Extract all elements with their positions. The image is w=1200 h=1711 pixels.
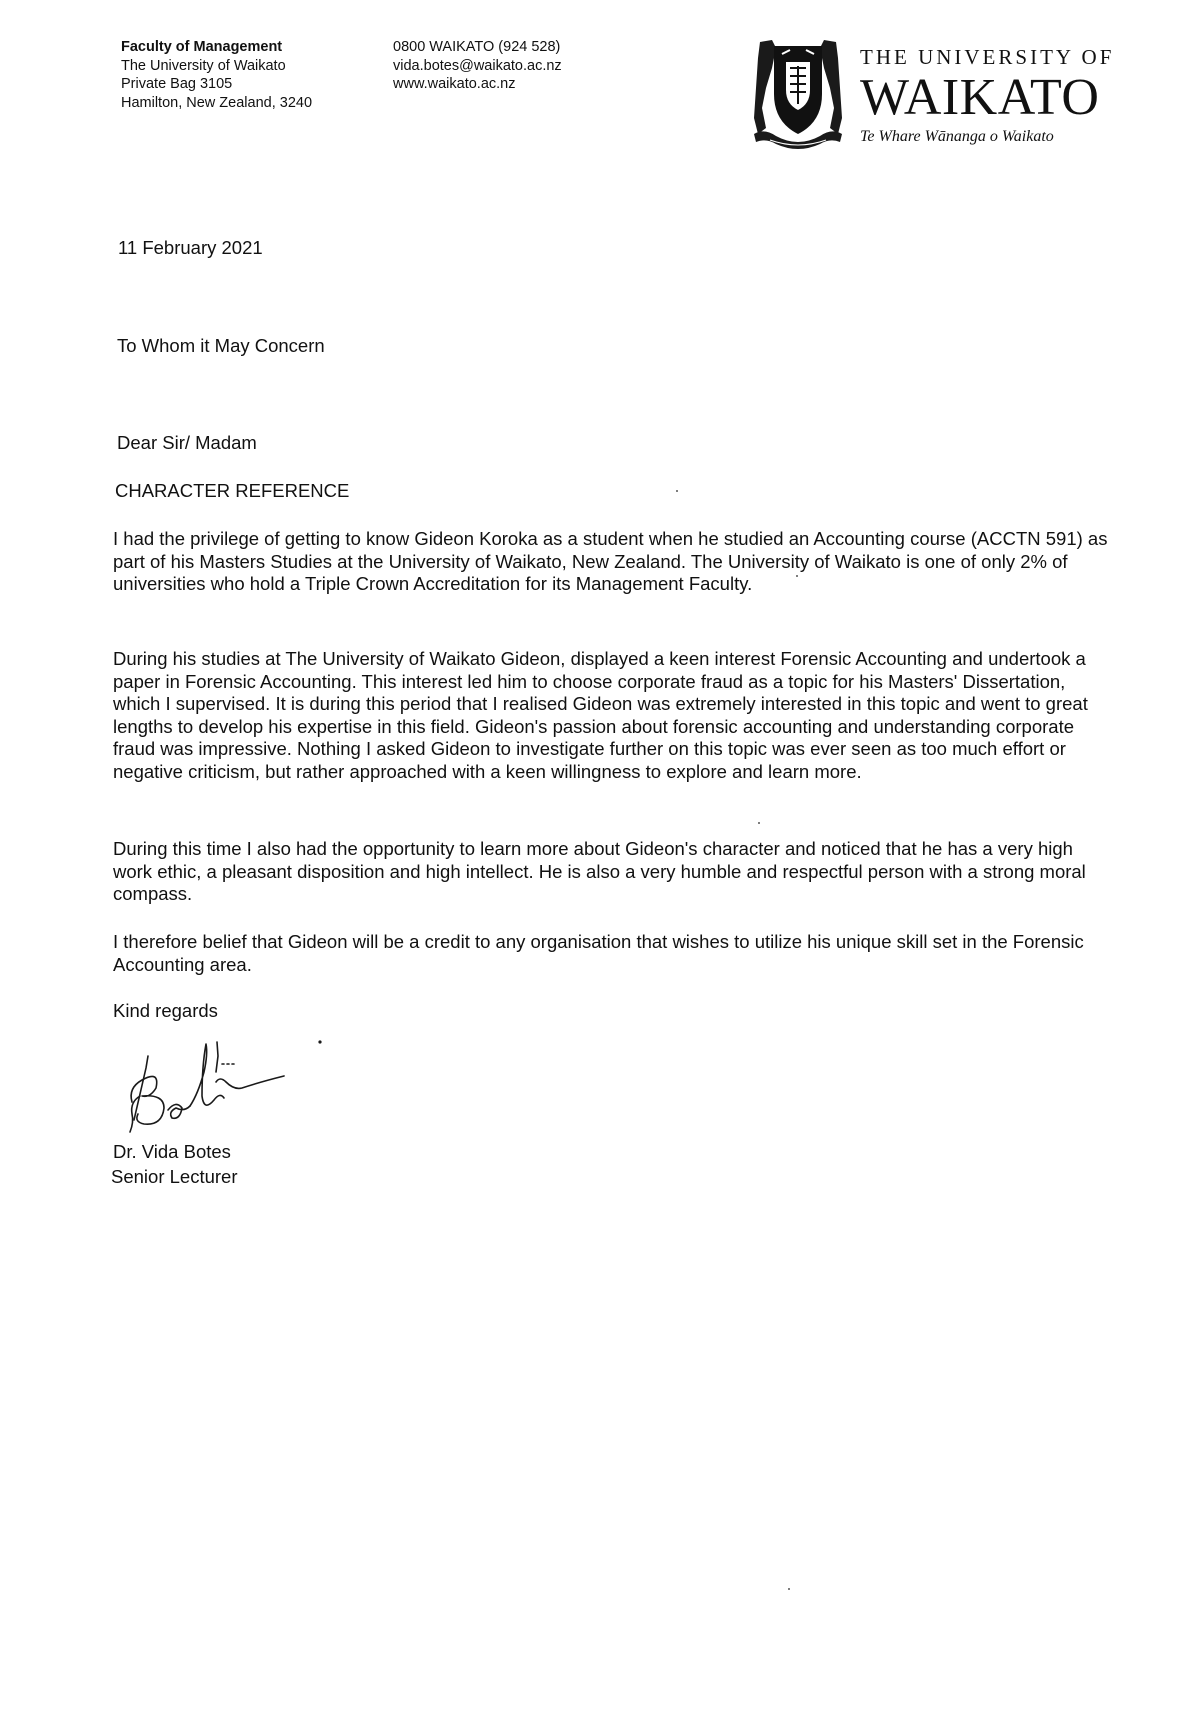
- letter-closing: Kind regards: [113, 1000, 218, 1021]
- letter-salutation: Dear Sir/ Madam: [117, 432, 257, 453]
- letter-recipient: To Whom it May Concern: [117, 335, 325, 356]
- contact-email: vida.botes@waikato.ac.nz: [393, 57, 562, 74]
- scan-speck: [788, 1588, 790, 1590]
- sender-department: Faculty of Management: [121, 39, 283, 55]
- letter-paragraph: I had the privilege of getting to know Gideon Koroka as a student when he studied an Accounting course (ACCTN 591) as part of his Masters Studies at the University of Waikato, New Zealand. The University of Waikato is one of only 2% of universities who hold a Triple Crown Accreditation for its Management Faculty.: [113, 528, 1108, 594]
- letter-subject: CHARACTER REFERENCE: [115, 480, 350, 501]
- scan-speck: [676, 490, 678, 492]
- wordmark-line1: THE UNIVERSITY OF: [860, 45, 1115, 69]
- sender-institution: The University of Waikato: [121, 57, 286, 74]
- letter-date: 11 February 2021: [118, 237, 263, 258]
- sender-contact: [393, 38, 562, 94]
- wordmark-line2: WAIKATO: [860, 69, 1100, 126]
- wordmark-line3: Te Whare Wānanga o Waikato: [860, 128, 1054, 145]
- university-crest-icon: [752, 38, 844, 150]
- sender-bag: Private Bag 3105: [121, 76, 233, 92]
- scan-speck: [796, 575, 798, 577]
- contact-phone: 0800 WAIKATO (924 528): [393, 39, 561, 55]
- sender-address: [121, 38, 312, 112]
- letter-paragraph: During this time I also had the opportunity to learn more about Gideon's character and noticed that he has a very high work ethic, a pleasant disposition and high intellect. He is also a very humble and respectful person with a strong moral compass.: [113, 838, 1086, 904]
- letter-paragraph: I therefore belief that Gideon will be a credit to any organisation that wishes to utilize his unique skill set in the Forensic Accounting area.: [113, 931, 1084, 975]
- signatory-name: Dr. Vida Botes: [113, 1141, 231, 1162]
- university-wordmark: [860, 44, 1115, 148]
- handwritten-signature: [120, 1036, 360, 1134]
- sender-city: Hamilton, New Zealand, 3240: [121, 94, 313, 111]
- signatory-title: Senior Lecturer: [111, 1166, 238, 1187]
- contact-website: www.waikato.ac.nz: [393, 76, 516, 92]
- scan-speck: [758, 822, 760, 824]
- letter-paragraph: During his studies at The University of Waikato Gideon, displayed a keen interest Forensic Accounting and undertook a paper in Forensic Accounting. This interest led him to choose corporate fraud as a topic for his Masters' Dissertation, which I supervised. It is during this period that I realised Gideon was extremely interested in this topic and went to great lengths to develop his expertise in this field. Gideon's passion about forensic accounting and understanding corporate fraud was impressive. Nothing I asked Gideon to investigate further on this topic was ever seen as too much effort or negative criticism, but rather approached with a keen willingness to explore and learn more.: [113, 648, 1088, 782]
